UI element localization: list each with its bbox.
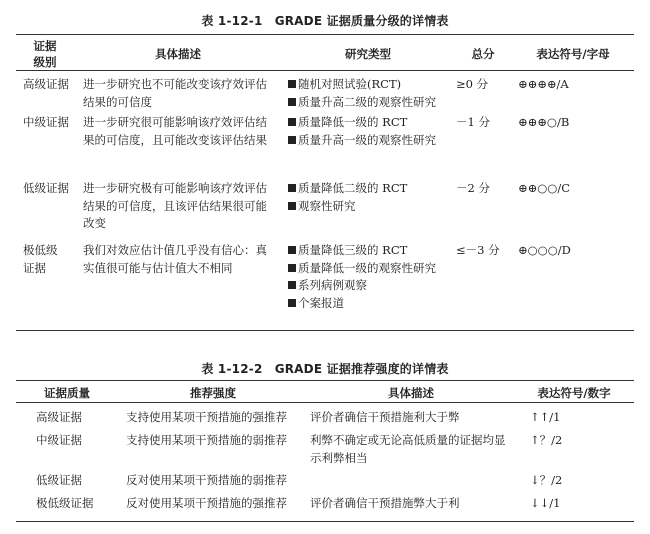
table2-bottom-rule: [16, 521, 634, 522]
table1-row-low: [16, 178, 634, 240]
table2-row-quality: 极低级证据: [36, 496, 94, 510]
table1-row-symbol: ⊕⊕○○/C: [518, 181, 571, 195]
table1-row-study-types: [288, 114, 454, 149]
table1-row-level: 极低级证据: [23, 243, 58, 275]
table2-header-symbol: 表达符号/数字: [537, 386, 611, 400]
study-type-item: 随机对照试验(RCT): [288, 76, 454, 94]
table2-row-quality: 低级证据: [36, 473, 82, 487]
table1: [16, 38, 634, 320]
table2-row-low: [16, 470, 634, 492]
square-bullet-icon: [288, 281, 296, 289]
table1-header-description: 具体描述: [155, 47, 201, 61]
table2-row-strength: 支持使用某项干预措施的强推荐: [126, 410, 287, 424]
table2-row-description: 评价者确信干预措施弊大于利: [310, 496, 460, 510]
table2-header-quality: 证据质量: [44, 386, 90, 400]
table1-row-study-types: [288, 76, 454, 111]
study-type-item: 质量降低一级的 RCT: [288, 114, 454, 132]
table2-row-description: 利弊不确定或无论高低质量的证据均显示利弊相当: [310, 433, 506, 465]
table2-row-symbol: ↓↓/1: [530, 496, 561, 510]
table2-header-description: 具体描述: [388, 386, 434, 400]
table2-row-strength: 反对使用某项干预措施的弱推荐: [126, 473, 287, 487]
table1-row-very-low: [16, 240, 634, 320]
table2-row-quality: 中级证据: [36, 433, 82, 447]
study-type-item: 质量降低三级的 RCT: [288, 242, 454, 260]
table2-row-strength: 支持使用某项干预措施的弱推荐: [126, 433, 287, 447]
table1-row-level: 低级证据: [23, 181, 69, 195]
table1-header-score: 总分: [471, 47, 495, 61]
table1-row-description: 进一步研究也不可能改变该疗效评估结果的可信度: [83, 77, 267, 109]
table1-row-level: 中级证据: [23, 115, 69, 129]
table1-row-score: ≤－3 分: [456, 243, 500, 257]
square-bullet-icon: [288, 80, 296, 88]
square-bullet-icon: [288, 246, 296, 254]
table1-row-description: 进一步研究极有可能影响该疗效评估结果的可信度，且该评估结果很可能改变: [83, 181, 267, 230]
table2-row-description: 评价者确信干预措施利大于弊: [310, 410, 460, 424]
table1-header-row: [16, 38, 634, 70]
study-type-item: 质量升高二级的观察性研究: [288, 94, 454, 112]
table1-row-study-types: [288, 242, 454, 312]
table2-row-symbol: ↑↑/1: [530, 410, 561, 424]
study-type-item: 质量降低二级的 RCT: [288, 180, 454, 198]
table1-row-score: －1 分: [456, 115, 490, 129]
table1-row-symbol: ⊕⊕⊕○/B: [518, 115, 570, 129]
table2-row-medium: [16, 430, 634, 470]
table1-row-score: ≥0 分: [456, 77, 489, 91]
table2-row-high: [16, 403, 634, 430]
study-type-item: 系列病例观察: [288, 277, 454, 295]
table2-header-row: [16, 383, 634, 403]
square-bullet-icon: [288, 264, 296, 272]
table1-row-score: －2 分: [456, 181, 490, 195]
table1-row-symbol: ⊕○○○/D: [518, 243, 571, 257]
square-bullet-icon: [288, 136, 296, 144]
study-type-item: 观察性研究: [288, 198, 454, 216]
table2-caption: 表 1-12-2 GRADE 证据推荐强度的详情表: [201, 362, 449, 376]
table2-row-quality: 高级证据: [36, 410, 82, 424]
table1-row-symbol: ⊕⊕⊕⊕/A: [518, 77, 569, 91]
table1-caption: 表 1-12-1 GRADE 证据质量分级的详情表: [201, 14, 449, 28]
square-bullet-icon: [288, 202, 296, 210]
square-bullet-icon: [288, 184, 296, 192]
table2: [16, 383, 634, 518]
table1-row-medium: [16, 112, 634, 178]
table1-header-level: 证据级别: [33, 39, 57, 69]
table1-row-level: 高级证据: [23, 77, 69, 91]
study-type-item: 质量升高一级的观察性研究: [288, 132, 454, 150]
table1-header-symbol: 表达符号/字母: [536, 47, 610, 61]
table2-row-very-low: [16, 492, 634, 518]
table1-top-rule: [16, 34, 634, 35]
table2-row-strength: 反对使用某项干预措施的强推荐: [126, 496, 287, 510]
table2-header-strength: 推荐强度: [190, 386, 236, 400]
table2-top-rule: [16, 380, 634, 381]
table1-row-high: [16, 70, 634, 112]
study-type-item: 个案报道: [288, 295, 454, 313]
table1-header-rule: [16, 70, 634, 71]
table1-row-description: 进一步研究很可能影响该疗效评估结果的可信度，且可能改变该评估结果: [83, 115, 267, 147]
square-bullet-icon: [288, 98, 296, 106]
table1-row-description: 我们对效应估计值几乎没有信心：真实值很可能与估计值大不相同: [83, 243, 267, 275]
table2-header-rule: [16, 402, 634, 403]
study-type-item: 质量降低一级的观察性研究: [288, 260, 454, 278]
table2-row-description: [308, 470, 514, 492]
square-bullet-icon: [288, 299, 296, 307]
table1-row-study-types: [288, 180, 454, 215]
table1-header-study-type: 研究类型: [345, 47, 391, 61]
table1-bottom-rule: [16, 330, 634, 331]
table2-row-symbol: ↑？/2: [530, 433, 563, 447]
table2-row-symbol: ↓？/2: [530, 473, 563, 487]
square-bullet-icon: [288, 118, 296, 126]
